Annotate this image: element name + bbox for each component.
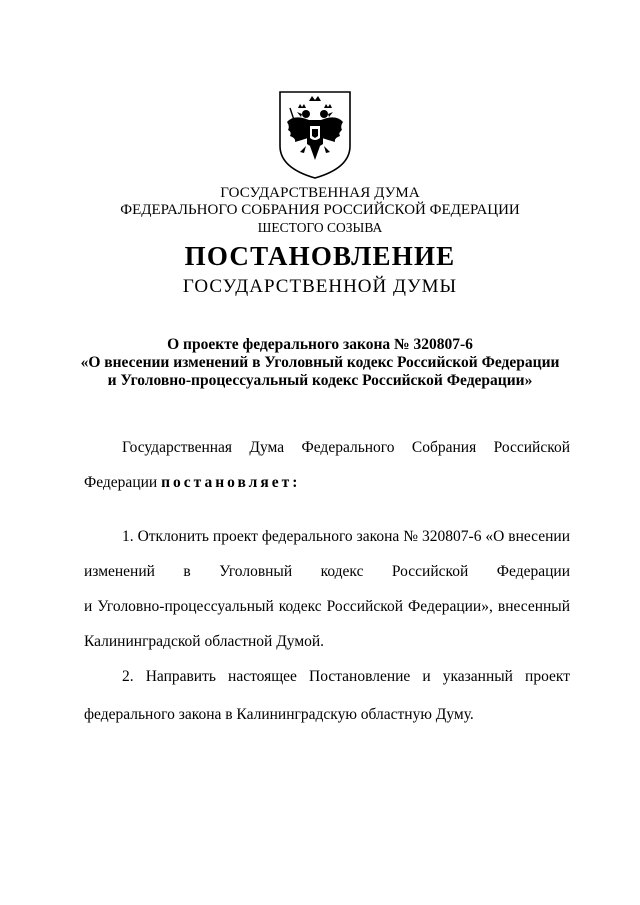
item2-line2: федерального закона в Калининградскую областную Думу.: [84, 706, 474, 723]
convocation-label: ШЕСТОГО СОЗЫВА: [257, 220, 383, 235]
subject-line1: О проекте федерального закона № 320807-6: [167, 336, 473, 353]
subject-line2: «О внесении изменений в Уголовный кодекс Российской Федерации: [80, 354, 560, 371]
organization-name-line1: ГОСУДАРСТВЕННАЯ ДУМА: [220, 185, 420, 201]
intro-line2-start: Федерации: [84, 474, 158, 491]
intro-line1: Государственная Дума Федерального Собрания Российской: [122, 439, 570, 456]
item1-line3: и Уголовно-процессуальный кодекс Российской Федерации», внесенный: [84, 598, 570, 615]
item2-line1: 2. Направить настоящее Постановление и указанный проект: [122, 668, 570, 685]
intro-line2: [84, 474, 570, 492]
decision-word: постановляет:: [161, 474, 301, 491]
document-subtitle: ГОСУДАРСТВЕННОЙ ДУМЫ: [182, 276, 458, 297]
item1-line2: изменений в Уголовный кодекс Российской Федерации: [84, 563, 570, 580]
document-title: ПОСТАНОВЛЕНИЕ: [184, 241, 456, 271]
subject-line3: и Уголовно-процессуальный кодекс Российской Федерации»: [107, 372, 533, 389]
item1-line4: Калининградской областной Думой.: [84, 633, 325, 650]
organization-name-line2: ФЕДЕРАЛЬНОГО СОБРАНИЯ РОССИЙСКОЙ ФЕДЕРАЦИИ: [120, 202, 520, 218]
russian-coat-of-arms-icon: [276, 88, 354, 180]
item1-line1: 1. Отклонить проект федерального закона № 320807-6 «О внесении: [122, 528, 570, 545]
